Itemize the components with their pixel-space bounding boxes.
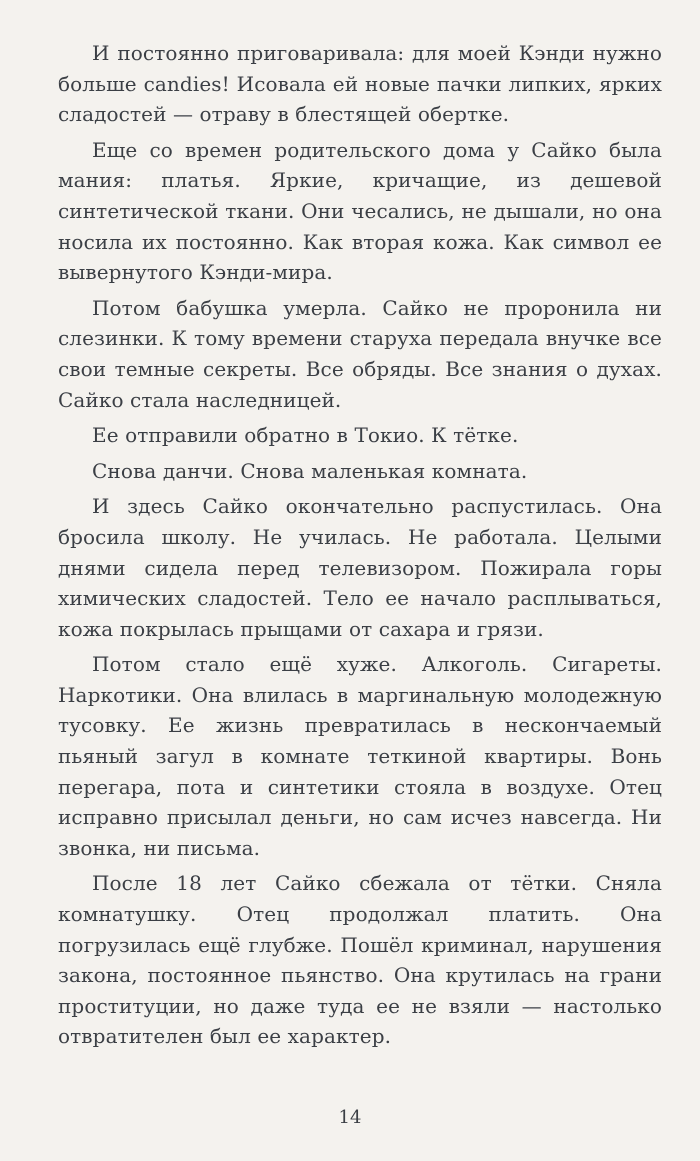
paragraph-5: Снова данчи. Снова маленькая комната.	[92, 458, 528, 483]
paragraph-3: Потом бабушка умерла. Сайко не проронила ни слезинки. К тому времени старуха передала внучке все свои темные секреты. Все обряды. Все знания о духах. Сайко стала наследницей.	[58, 295, 662, 412]
paragraph-7: Потом стало ещё хуже. Алкоголь. Сигареты. Наркотики. Она влилась в маргинальную молодежную тусовку. Ее жизнь превратилась в нескончаемый пьяный загул в комнате теткиной квартиры. Вонь перегара, пота и синтетики стояла в воздухе. Отец исправно присылал деньги, но сам исчез навсегда. Ни звонка, ни письма.	[58, 652, 662, 860]
paragraph-4: Ее отправили обратно в Токио. К тётке.	[92, 423, 519, 448]
paragraph-8: После 18 лет Сайко сбежала от тётки. Сняла комнатушку. Отец продолжал платить. Она погрузилась ещё глубже. Пошёл криминал, нарушения закона, постоянное пьянство. Она крутилась на грани проституции, но даже туда ее не взяли — настолько отвратителен был ее характер.	[58, 871, 662, 1049]
page-body	[58, 38, 662, 1057]
paragraph-1: И постоянно приговаривала: для моей Кэнди нужно больше candies! Исовала ей новые пачки липких, ярких сладостей — отраву в блестящей обертке.	[58, 41, 662, 127]
paragraph-2: Еще со времен родительского дома у Сайко была мания: платья. Яркие, кричащие, из дешевой синтетической ткани. Они чесались, не дышали, но она носила их постоянно. Как вторая кожа. Как символ ее вывернутого Кэнди-мира.	[58, 137, 662, 285]
page-number: 14	[338, 1107, 362, 1128]
paragraph-6: И здесь Сайко окончательно распустилась. Она бросила школу. Не училась. Не работала. Целыми днями сидела перед телевизором. Пожирала горы химических сладостей. Тело ее начало расплываться, кожа покрылась прыщами от сахара и грязи.	[58, 494, 662, 641]
